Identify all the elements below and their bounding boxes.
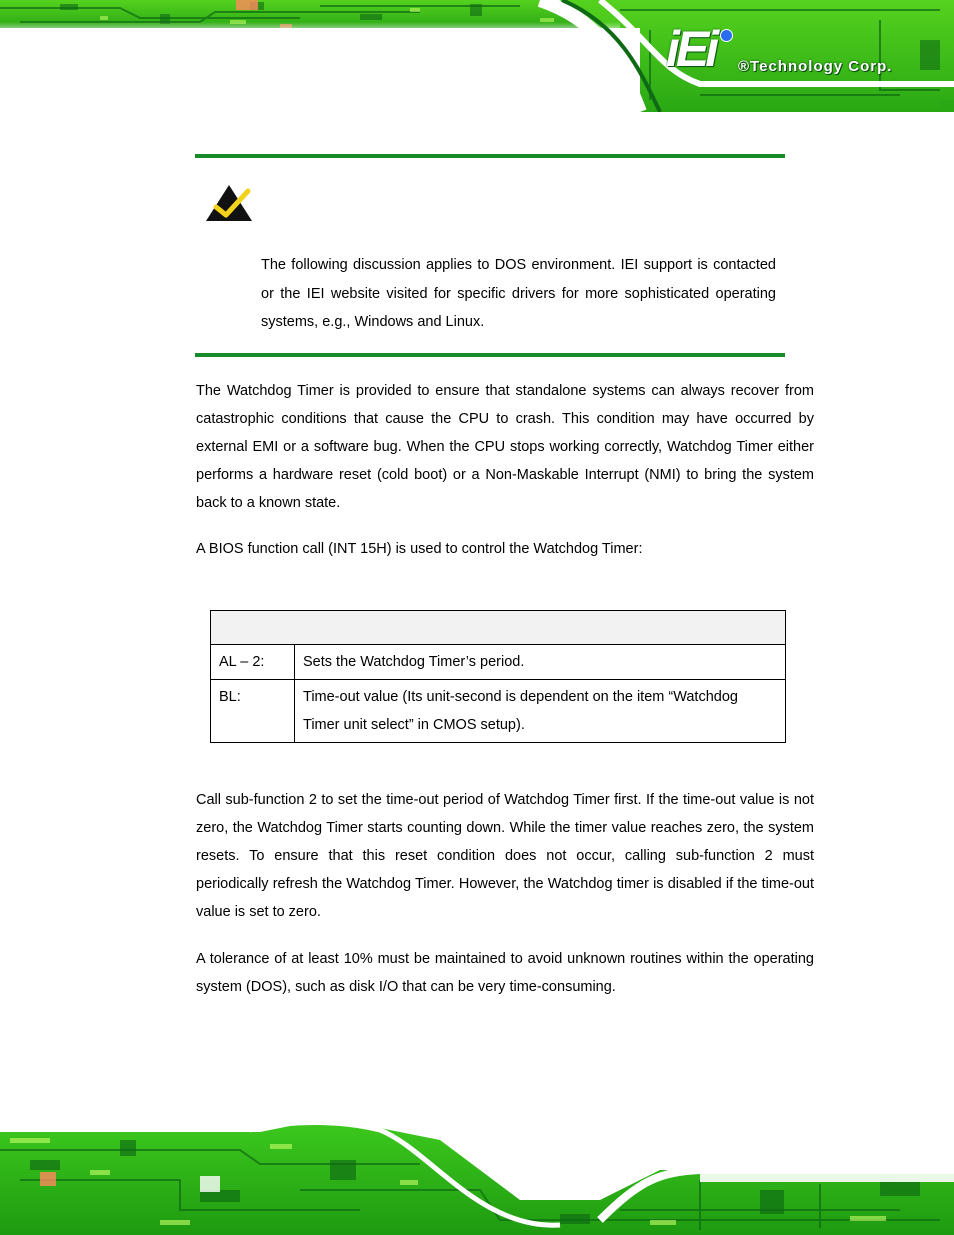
iei-logo (666, 22, 926, 82)
logo-dot-icon (720, 29, 733, 42)
table-row (211, 680, 786, 743)
footer-circuit-graphic (0, 1120, 954, 1235)
table-header-cell (211, 611, 786, 645)
table-cell-key: BL: (211, 680, 295, 743)
table-row (211, 645, 786, 680)
table-cell-value: Sets the Watchdog Timer’s period. (295, 645, 786, 680)
header-band (0, 0, 954, 112)
table-cell-key: AL – 2: (211, 645, 295, 680)
paragraph-tolerance: A tolerance of at least 10% must be maintained to avoid unknown routines within the operating system (DOS), such as disk I/O that can be very time-consuming. (196, 951, 814, 995)
note-bottom-rule (195, 353, 785, 357)
table-cell-value: Time-out value (Its unit-second is dependent on the item “Watchdog Timer unit select” in CMOS setup). (295, 680, 786, 743)
logo-text: ®Technology Corp. (738, 58, 893, 75)
table-header-row (211, 611, 786, 645)
note-top-rule (195, 154, 785, 158)
footer-band (0, 1120, 954, 1235)
paragraph-intro: The Watchdog Timer is provided to ensure that standalone systems can always recover from catastrophic conditions that cause the CPU to crash. This condition may have occurred by external EMI or a software bug. When the CPU stops working correctly, Watchdog Timer either performs a hardware reset (cold boot) or a Non-Maskable Interrupt (NMI) to bring the system back to a known state. (196, 383, 814, 511)
note-check-icon (204, 183, 254, 223)
watchdog-parameter-table (210, 610, 786, 743)
paragraph-bios-call: A BIOS function call (INT 15H) is used to control the Watchdog Timer: (196, 541, 643, 557)
paragraph-subfunction: Call sub-function 2 to set the time-out period of Watchdog Timer first. If the time-out value is not zero, the Watchdog Timer starts counting down. While the timer value reaches zero, the system resets. To ensure that this reset condition does not occur, calling sub-function 2 must periodically refresh the Watchdog Timer. However, the Watchdog timer is disabled if the time-out value is set to zero. (196, 792, 814, 920)
logo-mark: iEi (666, 21, 716, 77)
note-text: The following discussion applies to DOS environment. IEI support is contacted or the IEI website visited for specific drivers for more sophisticated operating systems, e.g., Windows and Linux. (261, 257, 776, 330)
